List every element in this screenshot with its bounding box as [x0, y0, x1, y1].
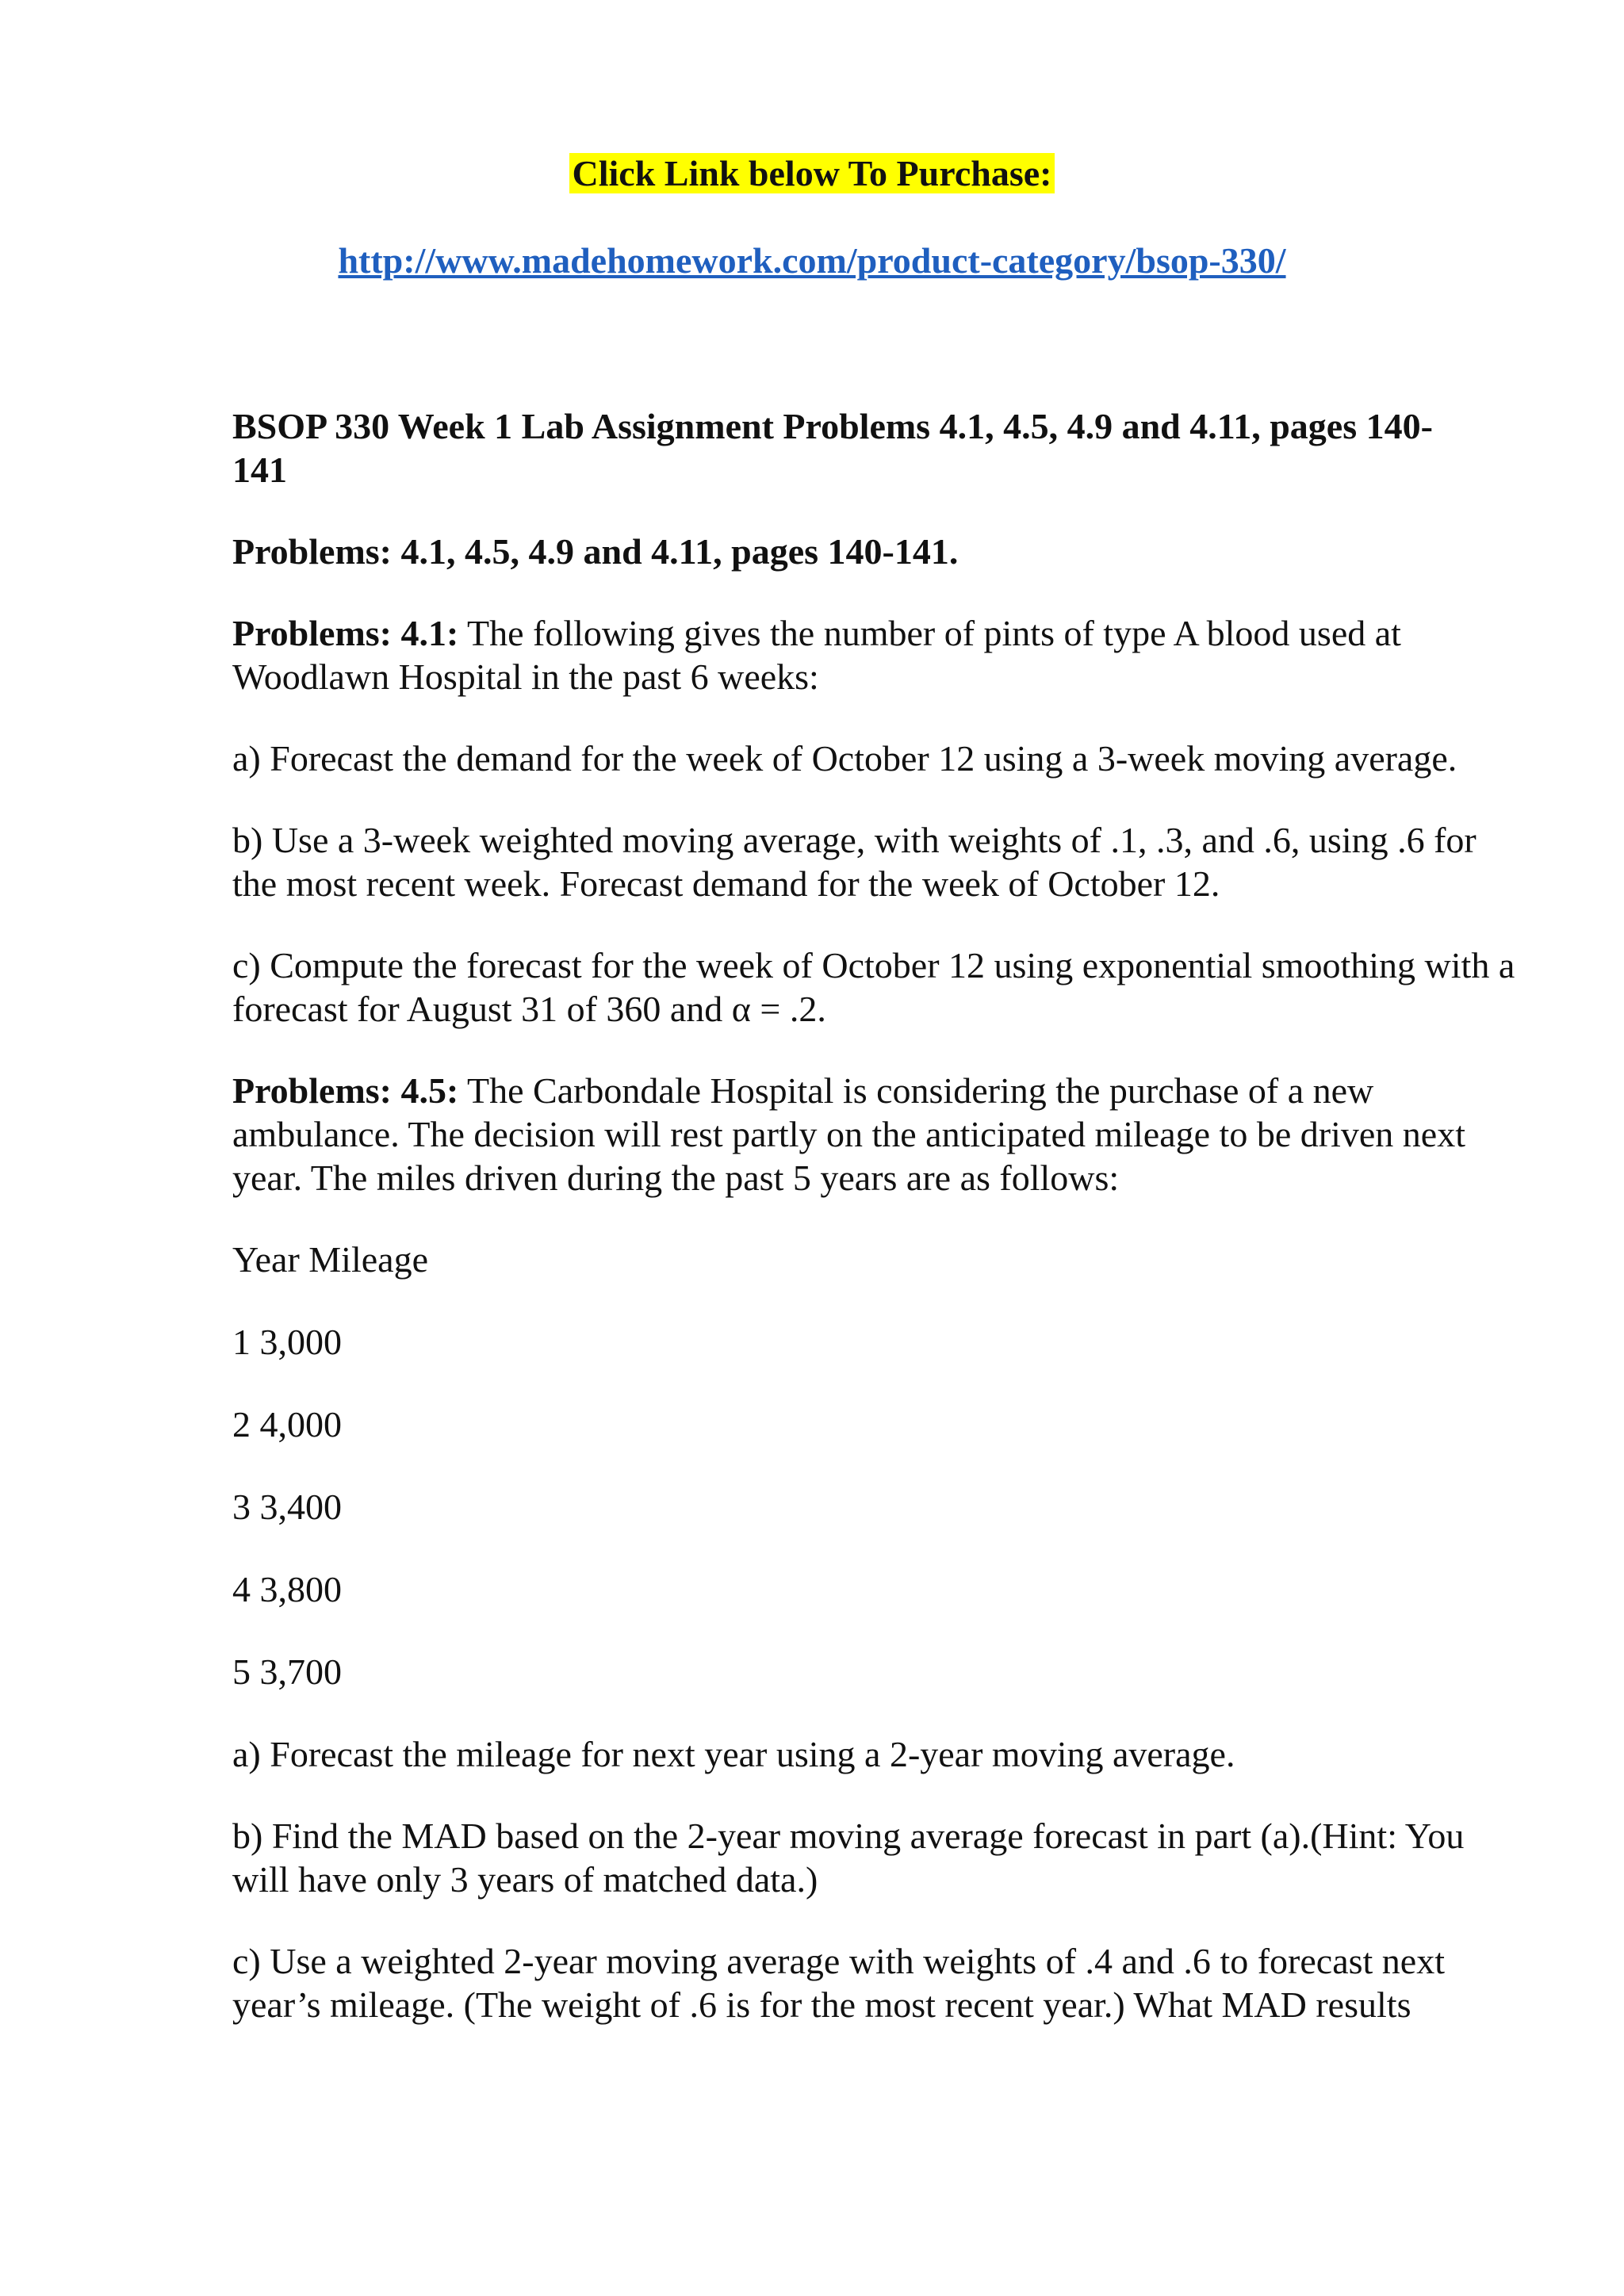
document-title — [232, 404, 1517, 492]
mileage-header: Year Mileage — [232, 1239, 428, 1280]
problem-4-5 — [232, 1069, 1517, 1200]
purchase-heading — [0, 151, 1624, 197]
problem-4-5-part-b: b) Find the MAD based on the 2-year moving average forecast in part (a).(Hint: You will have only 3 years of matched data.) — [232, 1816, 1465, 1900]
mileage-row: 1 3,000 — [232, 1322, 342, 1362]
mileage-row: 4 3,800 — [232, 1569, 342, 1609]
problems-heading: Problems: 4.1, 4.5, 4.9 and 4.11, pages 140-141. — [232, 531, 959, 572]
problem-4-1 — [232, 611, 1517, 698]
problem-4-5-label: Problems: 4.5: — [232, 1070, 459, 1111]
problem-4-1-text: The following gives the number of pints of type A blood used at Woodlawn Hospital in the past 6 weeks: — [232, 613, 1401, 697]
document-title-line1: BSOP 330 Week 1 Lab Assignment Problems 4.1, 4.5, 4.9 and 4.11, pages 140- — [232, 406, 1433, 446]
document-body — [232, 404, 1517, 2064]
problem-4-1-part-b: b) Use a 3-week weighted moving average, with weights of .1, .3, and .6, using .6 for the most recent week. Forecast demand for the week of October 12. — [232, 820, 1477, 904]
problem-4-1-label: Problems: 4.1: — [232, 613, 459, 653]
problem-4-5-part-a: a) Forecast the mileage for next year using a 2-year moving average. — [232, 1734, 1235, 1774]
problem-4-1-part-a: a) Forecast the demand for the week of October 12 using a 3-week moving average. — [232, 738, 1457, 779]
purchase-link-line — [0, 239, 1624, 281]
mileage-row: 5 3,700 — [232, 1651, 342, 1692]
problem-4-1-part-c: c) Compute the forecast for the week of October 12 using exponential smoothing with a forecast for August 31 of 360 and α = .2. — [232, 945, 1515, 1029]
purchase-label: Click Link below To Purchase: — [569, 153, 1055, 193]
mileage-row: 3 3,400 — [232, 1487, 342, 1527]
mileage-row: 2 4,000 — [232, 1404, 342, 1445]
problem-4-5-part-c: c) Use a weighted 2-year moving average with weights of .4 and .6 to forecast next year’s mileage. (The weight of .6 is for the most recent year.) What MAD results — [232, 1941, 1445, 2025]
problem-4-5-text: The Carbondale Hospital is considering the purchase of a new ambulance. The decision will rest partly on the anticipated mileage to be driven next year. The miles driven during the past 5 years are as follows: — [232, 1070, 1465, 1198]
document-title-line2: 141 — [232, 450, 287, 490]
purchase-link[interactable]: http://www.madehomework.com/product-category/bsop-330/ — [338, 240, 1286, 281]
